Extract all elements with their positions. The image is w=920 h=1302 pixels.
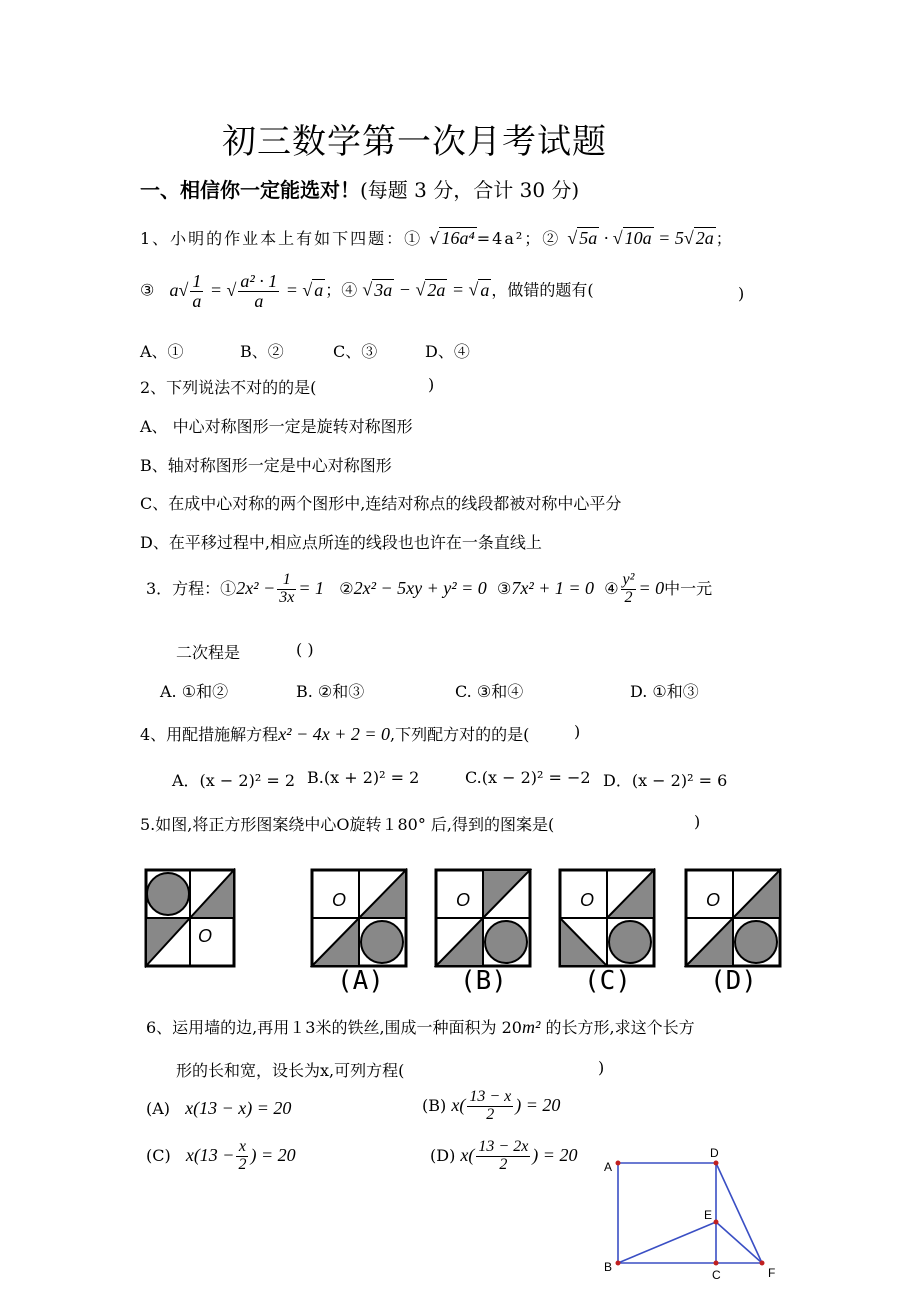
q1-expr2b: 10a bbox=[624, 228, 652, 248]
q4-option-d: D．(x − 2)² = 6 bbox=[603, 771, 728, 790]
q3-line2: 二次程是 bbox=[176, 643, 241, 662]
q1-option-d: D、④ bbox=[425, 342, 470, 361]
q1-expr4: 3a bbox=[374, 279, 393, 300]
q6-option-c bbox=[146, 1139, 296, 1174]
q3-line1: 3．方程：①2x² − $\frac{1}{3x}$ = 1 ②2x² − 5xy + y² = 0 ③7x² + 1 = 0 ④ $\frac{\text{y²}}{2}$ = 0中一元 bbox=[146, 571, 713, 606]
q3-option-b: B. ②和③ bbox=[296, 682, 365, 701]
q6-option-b bbox=[422, 1089, 560, 1124]
q6-line1-text: 6、运用墙的边,再用１3米的铁丝,围成一种面积为 20 bbox=[146, 1018, 522, 1037]
q5-option-c-pattern bbox=[558, 868, 656, 968]
q1-expr2c: 2a bbox=[695, 228, 714, 248]
q6-option-a bbox=[146, 1098, 291, 1119]
q1-close-paren: ) bbox=[738, 284, 745, 303]
q6-option-c-num: x bbox=[236, 1139, 248, 1157]
page-title: 初三数学第一次月考试题 bbox=[222, 122, 607, 162]
q6-option-c-post: ) = 20 bbox=[250, 1144, 296, 1165]
q6-option-a-label: (A) bbox=[146, 1099, 171, 1118]
q1-item3-marker: ③ bbox=[140, 280, 155, 300]
q3-paren: ( ) bbox=[296, 640, 314, 659]
q1-expr1: 16a⁴ bbox=[441, 228, 475, 248]
q6-option-d bbox=[430, 1139, 577, 1174]
q5-label-d: (D) bbox=[710, 966, 757, 996]
q1-prefix: 1、小明的作业本上有如下四题：① bbox=[140, 229, 423, 248]
q6-option-c-pre: x(13 − bbox=[185, 1144, 235, 1165]
q6-line2: 形的长和宽，设长为x,可列方程( bbox=[176, 1061, 405, 1080]
q1-line1: 1、小明的作业本上有如下四题：① √ 16a⁴ =4a²；② √ 5a · √ 10a = 5√ 2a ； bbox=[140, 228, 734, 248]
q4-option-c: C.(x − 2)² = −2 bbox=[465, 768, 591, 787]
q6-option-b-den: 2 bbox=[486, 1105, 495, 1123]
geometry-figure bbox=[596, 1143, 786, 1283]
section-title: 一、相信你一定能选对！ bbox=[140, 178, 360, 202]
point-label-b: B bbox=[604, 1260, 613, 1274]
q1-option-b: B、② bbox=[240, 342, 284, 361]
q3-option-c: C. ③和④ bbox=[455, 682, 524, 701]
q6-option-b-num: 13 − x bbox=[469, 1088, 512, 1105]
q1-question: ，做错的题有( bbox=[491, 280, 594, 300]
q6-line1 bbox=[146, 1015, 695, 1038]
q5-option-b-pattern bbox=[434, 868, 532, 968]
svg-text:O: O bbox=[332, 890, 347, 910]
q5-close-paren: ) bbox=[694, 812, 701, 831]
q6-unit: m² bbox=[521, 1017, 541, 1037]
q6-close-paren: ) bbox=[598, 1058, 605, 1077]
q6-line1-tail: 的长方形,求这个长方 bbox=[540, 1018, 695, 1037]
q5-option-a-pattern bbox=[310, 868, 408, 968]
q5-label-c: (C) bbox=[584, 966, 631, 996]
q3-tail: 中一元 bbox=[664, 578, 713, 598]
q1-item4-marker: ；④ bbox=[325, 280, 358, 300]
q6-option-d-post: ) = 20 bbox=[532, 1144, 578, 1165]
q2-option-b: B、轴对称图形一定是中心对称图形 bbox=[140, 456, 392, 475]
q6-option-a-expr: x(13 − x) = 20 bbox=[185, 1098, 292, 1118]
q6-option-c-label: (C) bbox=[146, 1145, 171, 1165]
q6-option-d-den: 2 bbox=[499, 1155, 508, 1173]
point-label-d: D bbox=[710, 1146, 719, 1160]
q1-expr2-eq: = 5 bbox=[658, 228, 684, 248]
q2-option-a: A、 中心对称图形一定是旋转对称图形 bbox=[140, 417, 413, 436]
q6-option-b-pre: x( bbox=[451, 1094, 466, 1115]
q4-equation: x² − 4x + 2 = 0 bbox=[278, 724, 391, 744]
q1-line2: ③ a√ $\frac{1}{a}$ = √ $\frac{\text{a² · 1}}{a}$ = √ a ；④ √ 3a − √ 2a = √ a ，做错的题有( bbox=[140, 271, 594, 311]
point-label-c: C bbox=[712, 1268, 721, 1282]
q2-stem: 2、下列说法不对的的是( bbox=[140, 378, 317, 397]
q5-stem: 5.如图,将正方形图案绕中心O旋转１80° 后,得到的图案是( bbox=[140, 815, 555, 834]
q6-option-b-label: (B) bbox=[422, 1095, 447, 1115]
q1-option-c: C、③ bbox=[333, 342, 378, 361]
q1-expr2a: 5a bbox=[579, 228, 598, 248]
q2-option-c: C、在成中心对称的两个图形中,连结对称点的线段都被对称中心平分 bbox=[140, 494, 622, 513]
q4-option-b: B.(x + 2)² = 2 bbox=[307, 768, 420, 787]
q1-expr5: 2a bbox=[427, 279, 446, 300]
svg-text:O: O bbox=[456, 890, 471, 910]
q5-option-d-pattern bbox=[684, 868, 782, 968]
q6-option-d-num: 13 − 2x bbox=[478, 1138, 529, 1155]
q3-option-d: D. ①和③ bbox=[630, 682, 699, 701]
q5-label-a: (A) bbox=[337, 966, 384, 996]
q6-option-c-den: 2 bbox=[238, 1155, 247, 1173]
q1-expr1-result: =4a²；② bbox=[476, 229, 561, 248]
q6-option-d-pre: x( bbox=[460, 1144, 475, 1165]
q6-option-d-label: (D) bbox=[430, 1145, 456, 1165]
section-heading bbox=[140, 174, 579, 203]
q3-option-a: A. ①和② bbox=[160, 682, 229, 701]
q4-prefix: 4、用配措施解方程 bbox=[140, 725, 279, 744]
point-label-f: F bbox=[768, 1266, 776, 1280]
q2-option-d: D、在平移过程中,相应点所连的线段也也许在一条直线上 bbox=[140, 533, 542, 552]
q4-close-paren: ) bbox=[574, 722, 581, 741]
q2-close-paren: ) bbox=[428, 375, 435, 394]
svg-text:O: O bbox=[580, 890, 595, 910]
svg-text:O: O bbox=[706, 890, 721, 910]
point-label-a: A bbox=[604, 1160, 613, 1174]
q4-suffix: ,下列配方对的的是( bbox=[390, 725, 530, 744]
section-note: (每题 3 分，合计 30 分) bbox=[360, 178, 580, 202]
q5-center-label: O bbox=[198, 926, 213, 946]
q6-option-b-post: ) = 20 bbox=[515, 1094, 561, 1115]
q5-original-pattern bbox=[144, 868, 236, 968]
q1-option-a: A、① bbox=[140, 342, 184, 361]
q3-prefix: 3．方程：① bbox=[146, 578, 237, 598]
q4-option-a: A．(x − 2)² = 2 bbox=[172, 771, 295, 790]
point-label-e: E bbox=[704, 1208, 713, 1222]
q4-stem bbox=[140, 722, 529, 745]
q5-label-b: (B) bbox=[460, 966, 507, 996]
